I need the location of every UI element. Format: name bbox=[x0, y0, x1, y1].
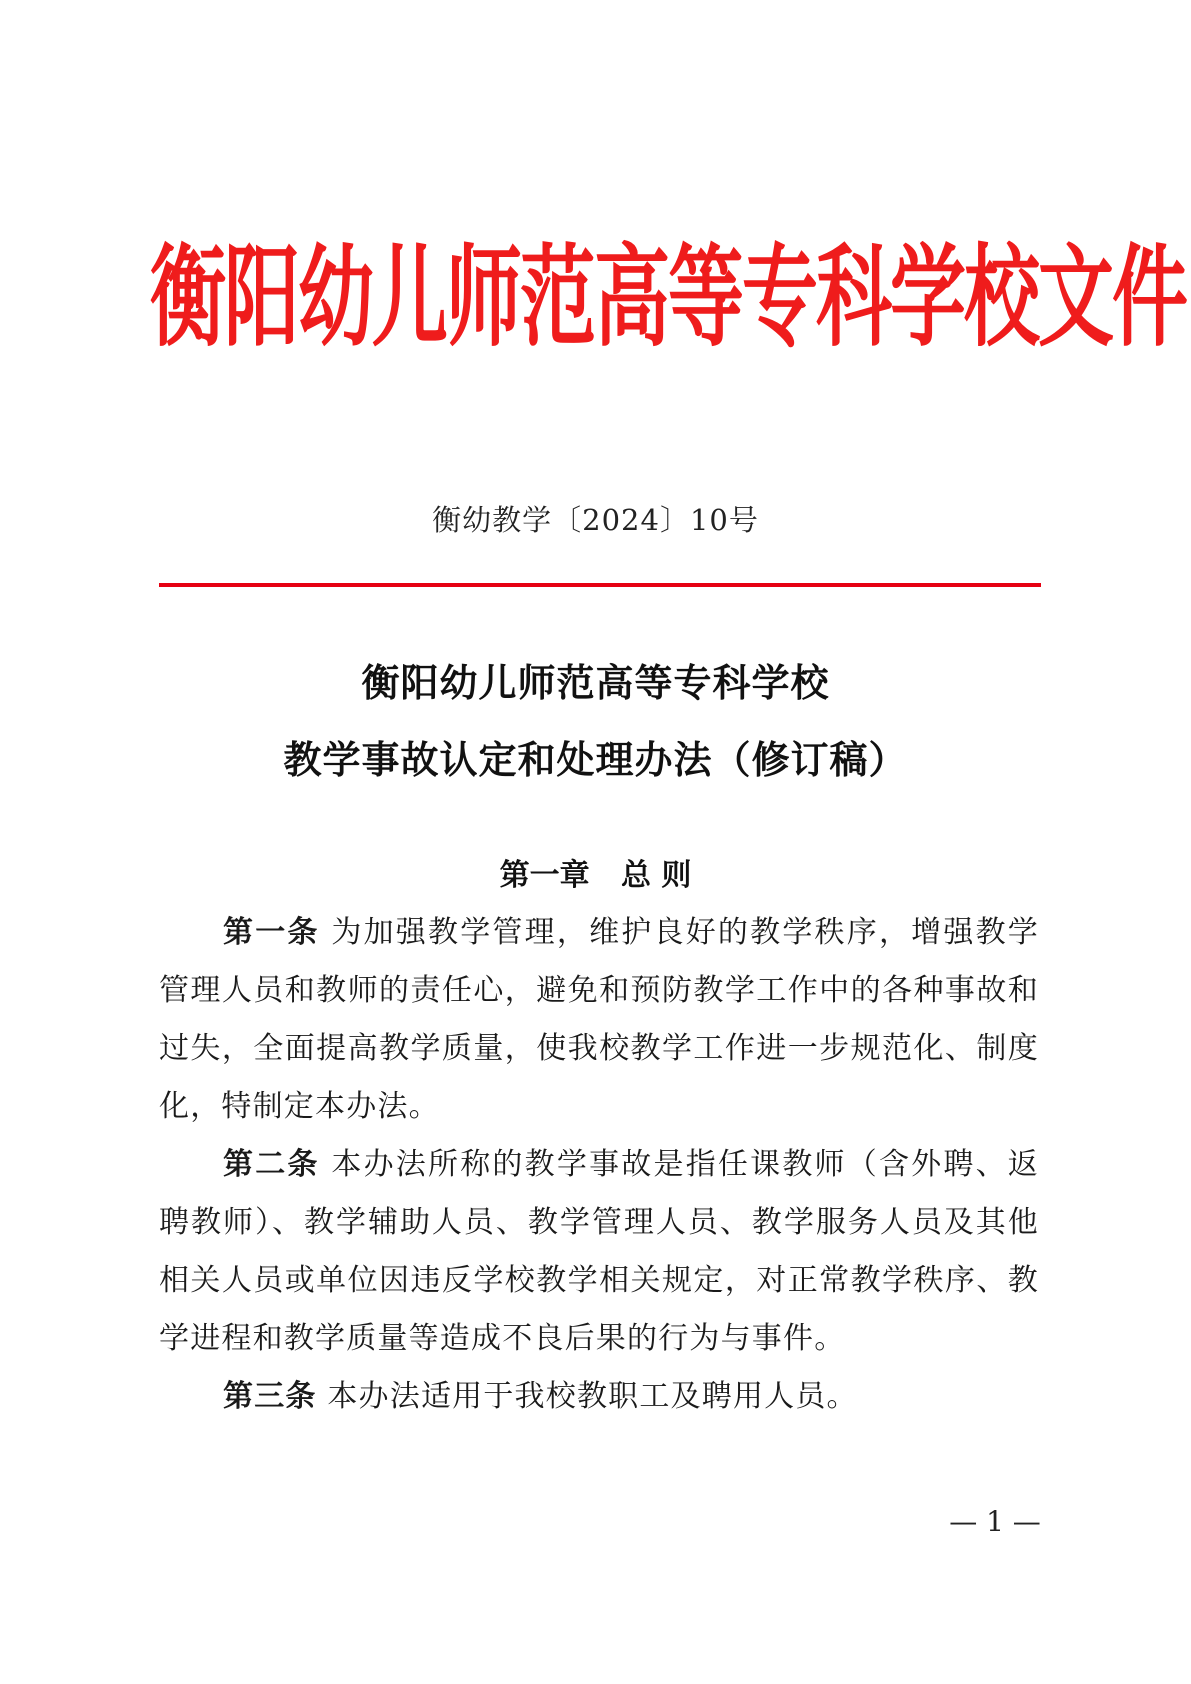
document-title-line-1: 衡阳幼儿师范高等专科学校 bbox=[361, 660, 830, 705]
red-separator-line bbox=[159, 583, 1041, 587]
masthead-title: 衡阳幼儿师范高等专科学校文件 bbox=[150, 232, 1186, 362]
article-text: 本办法适用于我校教职工及聘用人员。 bbox=[327, 1379, 858, 1414]
article-3 bbox=[159, 1368, 1039, 1426]
article-label: 第二条 bbox=[223, 1147, 320, 1182]
article-label: 第三条 bbox=[223, 1379, 317, 1414]
page-number: — 1 — bbox=[949, 1505, 1041, 1538]
article-text: 本办法所称的教学事故是指任课教师（含外聘、返聘教师）、教学辅助人员、教学管理人员、教学服务人员及其他相关人员或单位因违反学校教学相关规定，对正常教学秩序、教学进程和教学质量等造成不良后果的行为与事件。 bbox=[159, 1147, 1039, 1356]
document-title-line-2: 教学事故认定和处理办法（修订稿） bbox=[283, 737, 908, 782]
article-text: 为加强教学管理，维护良好的教学秩序，增强教学管理人员和教师的责任心，避免和预防教学工作中的各种事故和过失，全面提高教学质量，使我校教学工作进一步规范化、制度化，特制定本办法。 bbox=[159, 915, 1039, 1124]
article-1 bbox=[159, 904, 1039, 1136]
article-label: 第一条 bbox=[223, 915, 320, 950]
chapter-heading: 第一章 总 则 bbox=[499, 858, 692, 893]
document-number: 衡幼教学〔2024〕10号 bbox=[432, 503, 759, 537]
article-2 bbox=[159, 1136, 1039, 1368]
